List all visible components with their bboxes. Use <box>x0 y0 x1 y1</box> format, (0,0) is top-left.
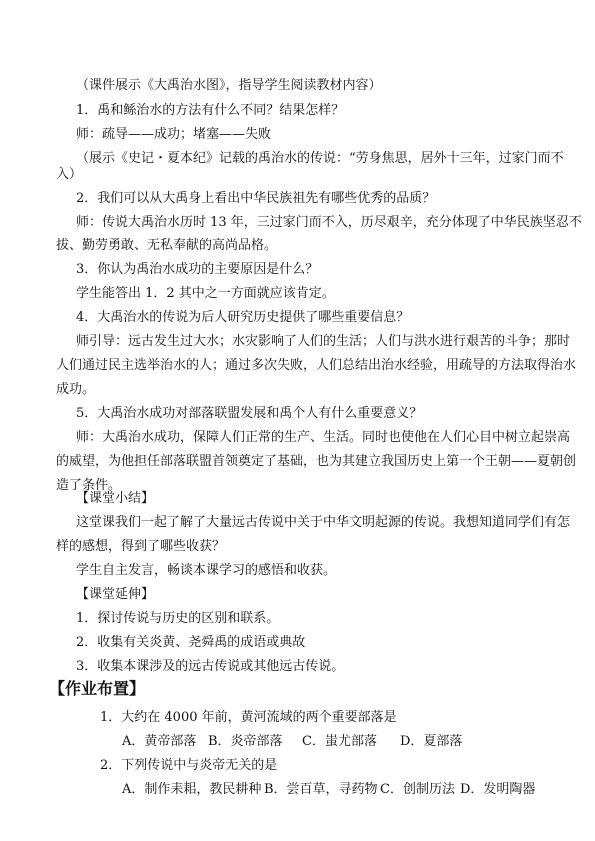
hw2-option-b: B．尝百草，寻药物 <box>264 782 378 797</box>
answer-3: 学生能答出 1．2 其中之一方面就应该肯定。 <box>76 286 335 301</box>
hw1-option-b: B．炎帝部落 <box>208 734 283 749</box>
hw2-option-a: A．制作耒耜，教民耕种 <box>122 782 262 797</box>
question-1: 1．禹和鲧治水的方法有什么不同？结果怎样？ <box>76 103 345 118</box>
summary-line-2: 样的感想，得到了哪些收获？ <box>56 539 226 554</box>
summary-line-3: 学生自主发言，畅谈本课学习的感悟和收获。 <box>76 563 337 578</box>
hw1-option-c: C．蚩尤部落 <box>302 734 377 749</box>
summary-heading: 【课堂小结】 <box>76 491 155 506</box>
answer-2-line-1: 师：传说大禹治水历时 13 年，三过家门而不入，历尽艰辛，充分体现了中华民族坚忍不 <box>76 215 582 230</box>
homework-title: 【作业布置】 <box>49 679 146 698</box>
answer-4-line-2: 人们通过民主选举治水的人；通过多次失败，人们总结出治水经验，用疏导的方法取得治水 <box>56 358 577 373</box>
hw1-option-a: A．黄帝部落 <box>122 734 197 749</box>
answer-5-line-2: 的威望，为他担任部落联盟首领奠定了基础，也为其建立我国历史上第一个王朝——夏朝创 <box>56 454 577 469</box>
answer-5-line-3: 造了条件。 <box>56 478 122 493</box>
answer-1: 师：疏导——成功；堵塞——失败 <box>76 127 272 142</box>
intro-line: （课件展示《大禹治水图》，指导学生阅读教材内容） <box>76 78 382 93</box>
hw1-option-d: D．夏部落 <box>400 734 463 749</box>
extension-item-1: 1．探讨传说与历史的区别和联系。 <box>76 611 280 626</box>
homework-question-1: 1．大约在 4000 年前，黄河流域的两个重要部落是 <box>100 710 397 725</box>
hw2-option-c: C．创制历法 <box>380 782 455 797</box>
homework-question-2: 2．下列传说中与炎帝无关的是 <box>100 758 278 773</box>
answer-5-line-1: 师：大禹治水成功，保障人们正常的生产、生活。同时也使他在人们心目中树立起崇高 <box>76 430 571 445</box>
answer-4-line-3: 成功。 <box>56 382 96 397</box>
question-3: 3．你认为禹治水成功的主要原因是什么？ <box>76 262 319 277</box>
answer-4-line-1: 师引导：远古发生过大水；水灾影响了人们的生活；人们与洪水进行艰苦的斗争；那时 <box>76 334 571 349</box>
question-2: 2．我们可以从大禹身上看出中华民族祖先有哪些优秀的品质？ <box>76 191 436 206</box>
question-5: 5．大禹治水成功对部落联盟发展和禹个人有什么重要意义？ <box>76 406 423 421</box>
shiji-quote-line-2: 入） <box>56 167 83 182</box>
answer-2-line-2: 拔、勤劳勇敢、无私奉献的高尚品格。 <box>56 238 278 253</box>
summary-line-1: 这堂课我们一起了解了大量远古传说中关于中华文明起源的传说。我想知道同学们有怎 <box>76 515 571 530</box>
extension-item-2: 2．收集有关炎黄、尧舜禹的成语或典故 <box>76 635 306 650</box>
shiji-quote-line-1: （展示《史记・夏本纪》记载的禹治水的传说：“劳身焦思，居外十三年，过家门而不 <box>76 151 564 166</box>
hw2-option-d: D．发明陶器 <box>460 782 536 797</box>
extension-item-3: 3．收集本课涉及的远古传说或其他远古传说。 <box>76 659 345 674</box>
question-4: 4．大禹治水的传说为后人研究历史提供了哪些重要信息？ <box>76 310 410 325</box>
extension-heading: 【课堂延伸】 <box>76 587 155 602</box>
